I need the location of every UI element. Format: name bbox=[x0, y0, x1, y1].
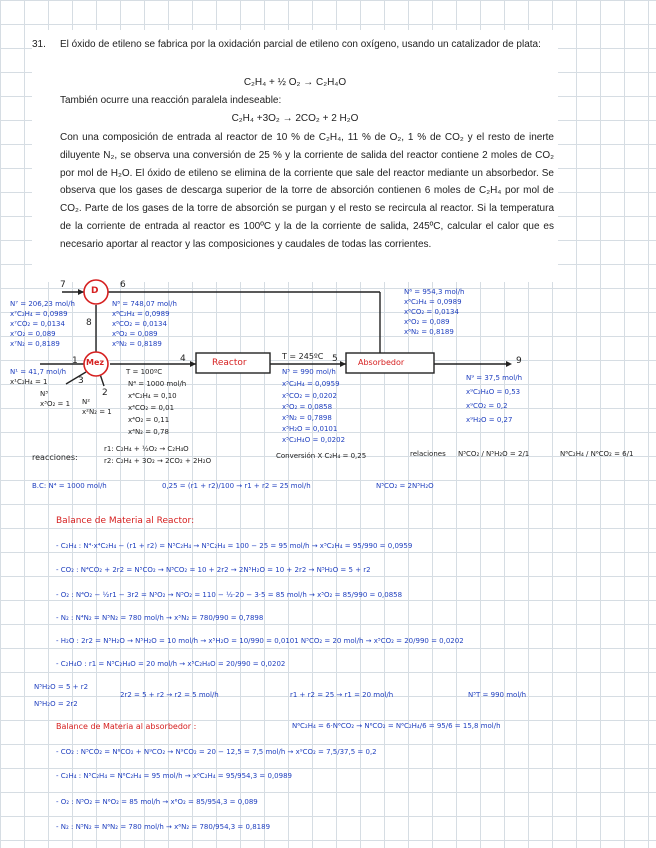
problem-para-2: También ocurre una reacción paralela indeseable: bbox=[60, 95, 282, 106]
stream4-x-co2: x⁴CO₂ = 0,01 bbox=[128, 404, 175, 412]
stream5-x-c2h4o: x⁵C₂H₄O = 0,0202 bbox=[282, 436, 346, 444]
arrow-4 bbox=[190, 361, 196, 367]
stream6-x-o2: x⁶O₂ = 0,089 bbox=[404, 318, 450, 326]
stream8-x-o2: x⁸O₂ = 0,089 bbox=[112, 330, 158, 338]
stream4-flow: N⁴ = 1000 mol/h bbox=[128, 380, 187, 388]
stream-number-5: 5 bbox=[332, 354, 338, 364]
absorber-balance-n2: - N₂ : N⁵N₂ = N⁶N₂ = 780 mol/h → x⁶N₂ = 780/954,3 = 0,8189 bbox=[56, 823, 271, 831]
reactor-balance-title: Balance de Materia al Reactor: bbox=[56, 516, 195, 526]
stream2-flow: N² bbox=[82, 398, 91, 406]
stream8-x-co2: x⁸CO₂ = 0,0134 bbox=[112, 320, 167, 328]
stream5-x-co2: x⁵CO₂ = 0,0202 bbox=[282, 392, 337, 400]
stream8-flow: N⁸ = 748,07 mol/h bbox=[112, 300, 177, 308]
stream-number-8: 8 bbox=[86, 318, 92, 328]
stream6-x-n2: x⁶N₂ = 0,8189 bbox=[404, 328, 454, 336]
stream-number-6: 6 bbox=[120, 280, 126, 290]
reaction-r2: r2: C₂H₄ + 3O₂ → 2CO₂ + 2H₂O bbox=[104, 457, 212, 465]
reactor-balance-c2h4o: - C₂H₄O : r1 = N⁵C₂H₄O = 20 mol/h → x⁵C₂H₄O = 20/990 = 0,0202 bbox=[56, 660, 286, 668]
absorber-balance-co2: - CO₂ : N⁵CO₂ = N⁶CO₂ + N⁹CO₂ → N⁹CO₂ = 20 − 12,5 = 7,5 mol/h → x⁹CO₂ = 7,5/37,5 = 0,2 bbox=[56, 748, 377, 756]
system-eq-b: N⁵H₂O = 2r2 bbox=[34, 700, 78, 708]
reactor-label: Reactor bbox=[212, 358, 247, 368]
reaction-2: C₂H₄ +3O₂ → 2CO₂ + 2 H₂O bbox=[231, 113, 359, 124]
stream9-x-h2o: x⁹H₂O = 0,27 bbox=[466, 416, 513, 424]
relation-equation: N⁵CO₂ = 2N⁵H₂O bbox=[376, 482, 434, 490]
stream4-temp: T = 100ºC bbox=[126, 368, 163, 376]
arrow-7 bbox=[78, 289, 84, 295]
stream7-x-o2: x⁷O₂ = 0,089 bbox=[10, 330, 56, 338]
problem-number: 31. bbox=[32, 39, 46, 50]
reactor-balance-n2: - N₂ : N⁴N₂ = N⁵N₂ = 780 mol/h → x⁵N₂ = 780/990 = 0,7898 bbox=[56, 614, 264, 622]
conversion-equation: 0,25 = (r1 + r2)/100 → r1 + r2 = 25 mol/h bbox=[162, 482, 311, 490]
stream4-x-o2: x⁴O₂ = 0,11 bbox=[128, 416, 170, 424]
stream4-x-c2h4: x⁴C₂H₄ = 0,10 bbox=[128, 392, 177, 400]
problem-body: Con una composición de entrada al reactor de 10 % de C₂H₄, 11 % de O₂, 1 % de CO₂ y el resto de inerte diluyente N₂, se observa una conversión de 25 % y la corriente de salida del reactor contiene 2 moles de CO₂ por mol de H₂O. El óxido de etileno se elimina de la corriente que sale del reactor mediante un absorbedor. Se observa que los gases de descarga superior de la torre de absorción contienen 6 moles de C₂H₄ por mol de CO₂. Parte de los gases de la torre de absorción se purgan y el resto se recircula al reactor. Si la temperatura de la corriente de entrada al reactor es 100ºC y la de la corriente de salida, 245ºC, calcular el calor que es necesario aportar al reactor y las composiciones y caudales de todas las corrientes. bbox=[60, 132, 554, 250]
stream8-x-c2h4: x⁸C₂H₄ = 0,0989 bbox=[112, 310, 170, 318]
stream5-x-h2o: x⁵H₂O = 0,0101 bbox=[282, 425, 338, 433]
absorber-header-eq: N⁶C₂H₄ = 6·N⁶CO₂ → N⁶CO₂ = N⁶C₂H₄/6 = 95/6 = 15,8 mol/h bbox=[292, 722, 501, 730]
stream6-x-co2: x⁶CO₂ = 0,0134 bbox=[404, 308, 459, 316]
relation-1: N⁵CO₂ / N⁵H₂O = 2/1 bbox=[458, 450, 530, 458]
stream1-flow: N¹ = 41,7 mol/h bbox=[10, 368, 67, 376]
system-eq-c: 2r2 = 5 + r2 → r2 = 5 mol/h bbox=[120, 691, 219, 699]
mixer-label: Mez bbox=[86, 358, 105, 367]
stream4-x-n2: x⁴N₂ = 0,78 bbox=[128, 428, 169, 436]
relation-2: N⁶C₂H₄ / N⁶CO₂ = 6/1 bbox=[560, 450, 634, 458]
reactor-balance-c2h4: - C₂H₄ : N⁴·x⁴C₂H₄ − (r1 + r2) = N⁵C₂H₄ → N⁵C₂H₄ = 100 − 25 = 95 mol/h → x⁵C₂H₄ = 95/990 = 0,0959 bbox=[56, 542, 413, 550]
divider-label: D bbox=[91, 286, 99, 296]
conversion-note: Conversión X C₂H₄ = 0,25 bbox=[276, 452, 367, 460]
stream7-flow: N⁷ = 206,23 mol/h bbox=[10, 300, 75, 308]
stream2-x-n2: x²N₂ = 1 bbox=[82, 408, 112, 416]
stream-number-7: 7 bbox=[60, 280, 66, 290]
stream1-x-c2h4: x¹C₂H₄ = 1 bbox=[10, 378, 48, 386]
reactor-balance-h2o: - H₂O : 2r2 = N⁵H₂O → N⁵H₂O = 10 mol/h → x⁵H₂O = 10/990 = 0,0101 N⁵CO₂ = 20 mol/h → x⁵CO₂ = 20/990 = 0,0202 bbox=[56, 637, 464, 645]
stream3-flow: N³ bbox=[40, 390, 49, 398]
stream6-flow: N⁶ = 954,3 mol/h bbox=[404, 288, 465, 296]
stream-number-4: 4 bbox=[180, 354, 186, 364]
reactor-balance-co2: - CO₂ : N⁴CO₂ + 2r2 = N⁵CO₂ → N⁵CO₂ = 10 + 2r2 → 2N⁵H₂O = 10 + 2r2 → N⁵H₂O = 5 + r2 bbox=[56, 566, 371, 574]
system-eq-a: N⁵H₂O = 5 + r2 bbox=[34, 683, 89, 691]
stream-number-3: 3 bbox=[78, 376, 84, 386]
stream8-x-n2: x⁸N₂ = 0,8189 bbox=[112, 340, 162, 348]
absorber-balance-c2h4: - C₂H₄ : N⁵C₂H₄ = N⁶C₂H₄ = 95 mol/h → x⁶C₂H₄ = 95/954,3 = 0,0989 bbox=[56, 772, 292, 780]
stream-number-1: 1 bbox=[72, 356, 78, 366]
stream9-x-c2h4o: x⁹C₂H₄O = 0,53 bbox=[466, 388, 521, 396]
absorber-balance-title: Balance de Materia al absorbedor : bbox=[56, 722, 197, 731]
stream9-x-co2: x⁹CO₂ = 0,2 bbox=[466, 402, 508, 410]
stream3-x-o2: x³O₂ = 1 bbox=[40, 400, 71, 408]
stream5-x-c2h4: x⁵C₂H₄ = 0,0959 bbox=[282, 380, 340, 388]
reactor-balance-o2: - O₂ : N⁴O₂ − ½r1 − 3r2 = N⁵O₂ → N⁵O₂ = 110 − ½·20 − 3·5 = 85 mol/h → x⁵O₂ = 85/990 = 0,0858 bbox=[56, 591, 403, 599]
stream-number-2: 2 bbox=[102, 388, 108, 398]
stream6-x-c2h4: x⁶C₂H₄ = 0,0989 bbox=[404, 298, 462, 306]
reacciones-label: reacciones: bbox=[32, 453, 78, 462]
problem-intro: El óxido de etileno se fabrica por la oxidación parcial de etileno con oxígeno, usando un catalizador de plata: bbox=[60, 39, 541, 50]
relaciones-label: relaciones bbox=[410, 450, 446, 458]
absorber-label: Absorbedor bbox=[358, 358, 405, 367]
system-eq-d: r1 + r2 = 25 → r1 = 20 mol/h bbox=[290, 691, 394, 699]
system-eq-e: N⁵T = 990 mol/h bbox=[468, 691, 527, 699]
stream7-x-c2h4: x⁷C₂H₄ = 0,0989 bbox=[10, 310, 68, 318]
stream5-x-n2: x⁵N₂ = 0,7898 bbox=[282, 414, 332, 422]
stream7-x-co2: x⁷CO₂ = 0,0134 bbox=[10, 320, 65, 328]
arrow-5 bbox=[340, 361, 346, 367]
reaction-r1: r1: C₂H₄ + ½O₂ → C₂H₄O bbox=[104, 445, 189, 453]
reaction-1: C₂H₄ + ½ O₂ → C₂H₄O bbox=[243, 77, 347, 88]
stream7-x-n2: x⁷N₂ = 0,8189 bbox=[10, 340, 60, 348]
stream-number-9: 9 bbox=[516, 356, 522, 366]
arrow-9 bbox=[506, 361, 512, 367]
stream5-flow: N⁵ = 990 mol/h bbox=[282, 368, 336, 376]
absorber-balance-o2: - O₂ : N⁵O₂ = N⁶O₂ = 85 mol/h → x⁶O₂ = 85/954,3 = 0,089 bbox=[56, 798, 258, 806]
stream5-temp: T = 245ºC bbox=[282, 352, 324, 361]
stream9-flow: N⁹ = 37,5 mol/h bbox=[466, 374, 523, 382]
stream5-x-o2: x⁵O₂ = 0,0858 bbox=[282, 403, 333, 411]
basis-calc: B.C: N⁴ = 1000 mol/h bbox=[32, 482, 107, 490]
